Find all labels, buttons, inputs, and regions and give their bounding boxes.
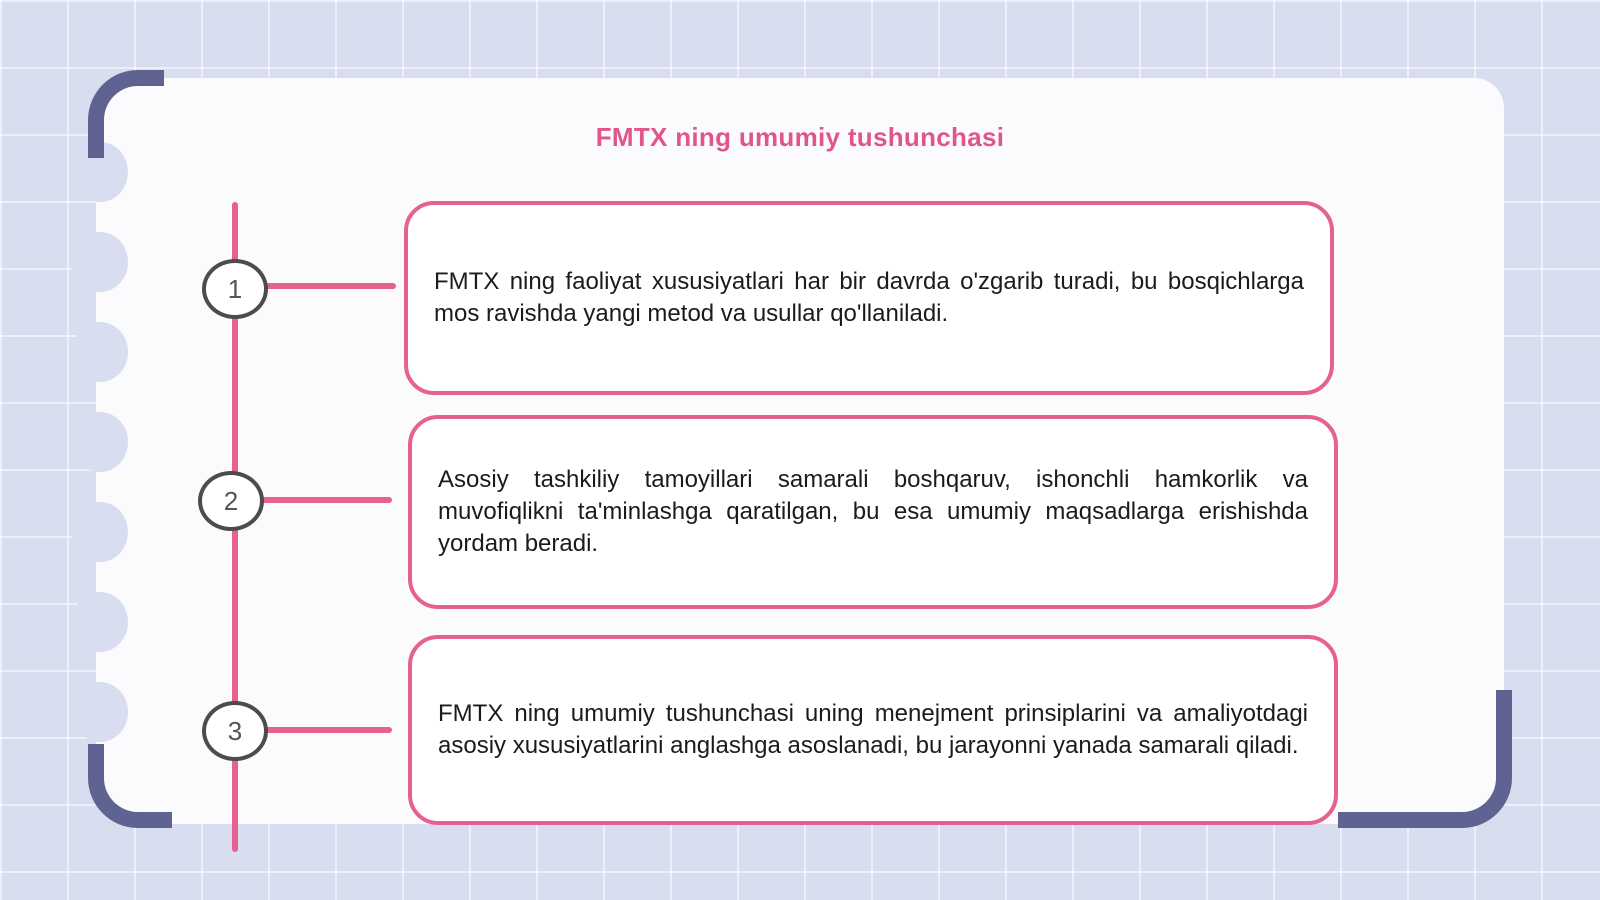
corner-bracket-bottom-right [1338,690,1512,828]
step-number: 3 [227,715,243,746]
step-card-text: FMTX ning faoliyat xususiyatlari har bir davrda o'zgarib turadi, bu bosqichlarga mos ravishda yangi metod va usullar qo'llaniladi. [434,268,1304,327]
step-number-badge [202,259,268,319]
step-card-text: Asosiy tashkiliy tamoyillari samarali boshqaruv, ishonchli hamkorlik va muvofiqlikni ta'minlashga qaratilgan, bu esa umumiy maqsadlarga erishishda yordam beradi. [438,466,1308,557]
corner-bracket-bottom-left [88,744,172,828]
step-number-badge [198,471,264,531]
sheet-notch [72,682,128,742]
step-connector [262,283,396,289]
sheet-notch [72,322,128,382]
sheet-notch [72,232,128,292]
slide-title: FMTX ning umumiy tushunchasi [595,122,1005,152]
step-number: 1 [227,273,243,304]
step-connector [262,727,392,733]
step-card [404,201,1334,395]
step-number-badge [202,701,268,761]
step-card [408,415,1338,609]
sheet-notch [72,592,128,652]
step-card-text: FMTX ning umumiy tushunchasi uning menejment prinsiplarini va amaliyotdagi asosiy xususiyatlarini anglashga asoslanadi, bu jarayonni yanada samarali qiladi. [438,700,1308,759]
step-connector [258,497,392,503]
step-number: 2 [223,485,239,516]
sheet-notch [72,412,128,472]
step-card [408,635,1338,825]
sheet-notch [72,502,128,562]
